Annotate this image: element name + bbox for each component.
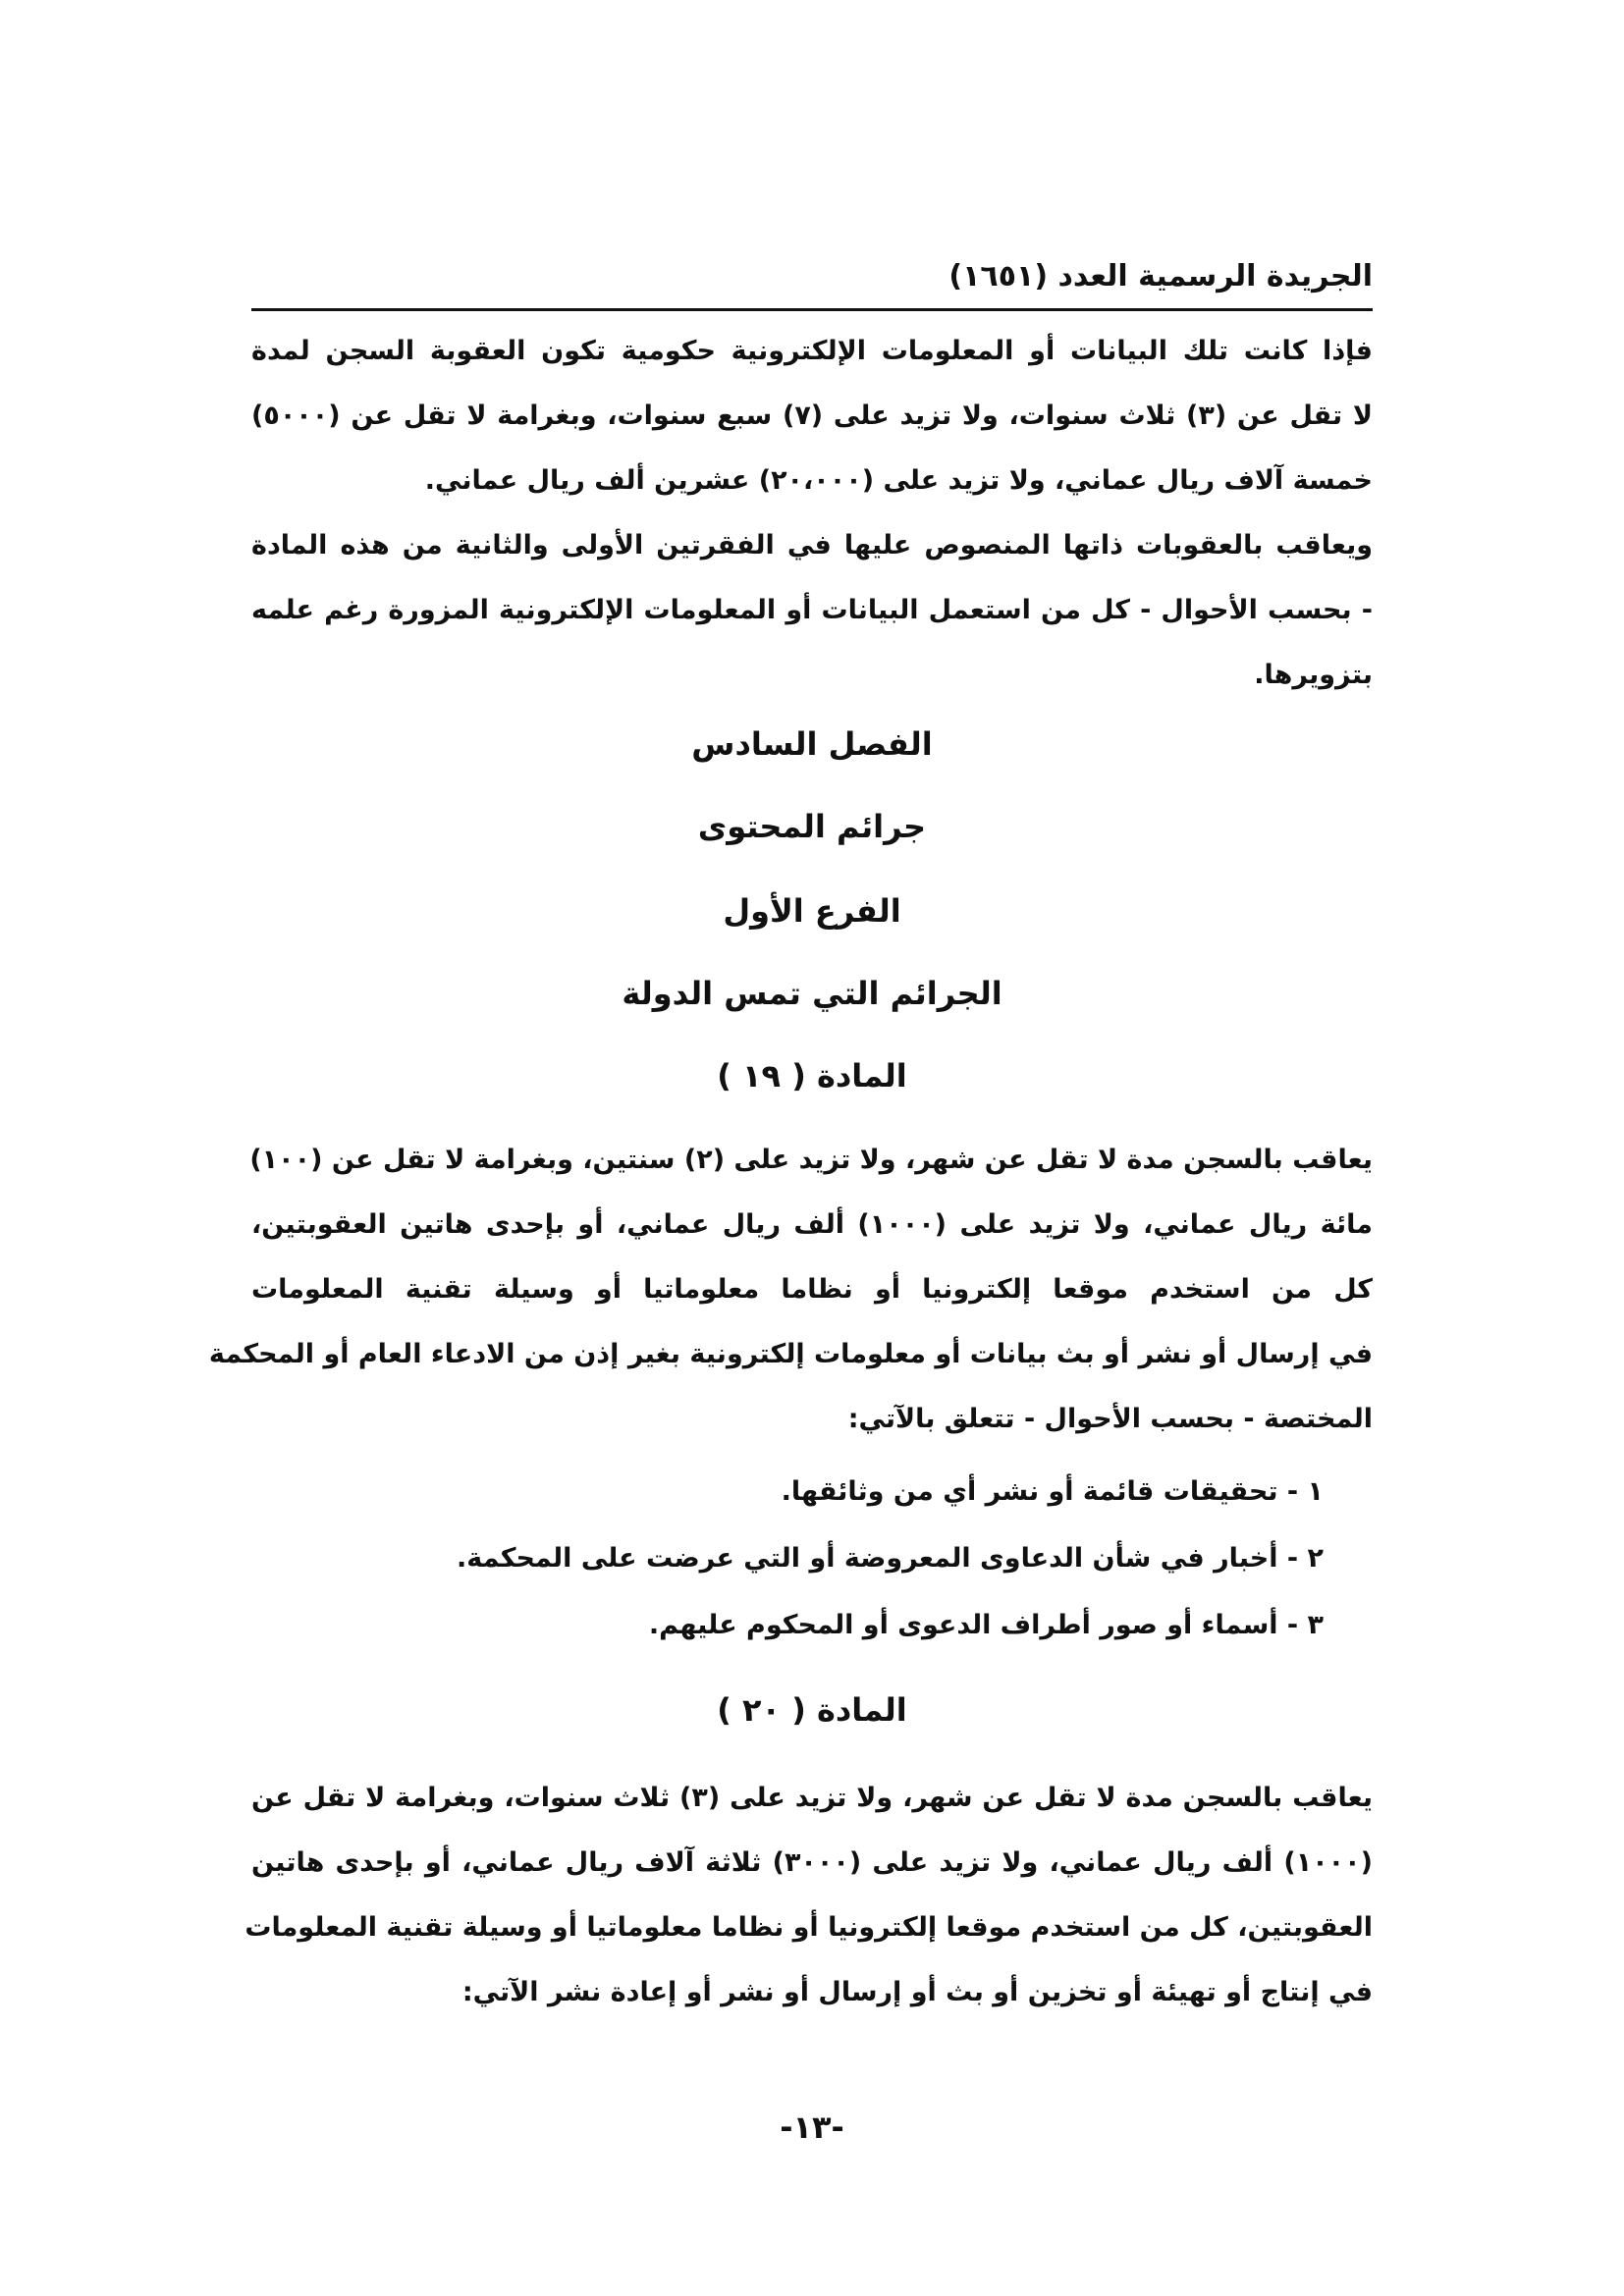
article-19-line: مائة ريال عماني، ولا تزيد على (١٠٠٠) ألف ريال عماني، أو بإحدى هاتين العقوبتين، <box>251 1209 1373 1240</box>
paragraph-line: - بحسب الأحوال - كل من استعمل البيانات أو المعلومات الإلكترونية المزورة رغم علمه <box>251 595 1373 625</box>
running-header: الجريدة الرسمية العدد (١٦٥١) <box>948 259 1373 294</box>
article-20-line: يعاقب بالسجن مدة لا تقل عن شهر، ولا تزيد على (٣) ثلاث سنوات، وبغرامة لا تقل عن <box>251 1783 1373 1813</box>
paragraph-line: ويعاقب بالعقوبات ذاتها المنصوص عليها في الفقرتين الأولى والثانية من هذه المادة <box>251 530 1373 561</box>
paragraph-line: خمسة آلاف ريال عماني، ولا تزيد على (٢٠،٠٠٠) عشرين ألف ريال عماني. <box>424 465 1373 496</box>
chapter-heading: الفصل السادس <box>691 725 933 763</box>
article-19-line: يعاقب بالسجن مدة لا تقل عن شهر، ولا تزيد على (٢) سنتين، وبغرامة لا تقل عن (١٠٠) <box>249 1145 1373 1175</box>
article-20-heading: المادة ( ٢٠ ) <box>717 1691 907 1729</box>
section-title: الجرائم التي تمس الدولة <box>622 975 1002 1012</box>
list-item: ٣ - أسماء أو صور أطراف الدعوى أو المحكوم عليهم. <box>648 1610 1324 1640</box>
article-19-line: المختصة - بحسب الأحوال - تتعلق بالآتي: <box>847 1404 1373 1434</box>
article-20-line: (١٠٠٠) ألف ريال عماني، ولا تزيد على (٣٠٠٠) ثلاثة آلاف ريال عماني، أو بإحدى هاتين <box>251 1847 1373 1878</box>
section-heading: الفرع الأول <box>723 892 901 930</box>
page-number: -١٣- <box>780 2109 844 2146</box>
paragraph-line: بتزويرها. <box>1254 660 1373 690</box>
header-divider <box>251 308 1373 311</box>
article-19-line: في إرسال أو نشر أو بث بيانات أو معلومات إلكترونية بغير إذن من الادعاء العام أو المحكمة <box>208 1339 1373 1369</box>
paragraph-line: فإذا كانت تلك البيانات أو المعلومات الإلكترونية حكومية تكون العقوبة السجن لمدة <box>251 336 1373 366</box>
paragraph-line: لا تقل عن (٣) ثلاث سنوات، ولا تزيد على (٧) سبع سنوات، وبغرامة لا تقل عن (٥٠٠٠) <box>251 400 1373 431</box>
article-20-line: في إنتاج أو تهيئة أو تخزين أو بث أو إرسال أو نشر أو إعادة نشر الآتي: <box>461 1977 1373 2007</box>
article-20-line: العقوبتين، كل من استخدم موقعا إلكترونيا أو نظاما معلوماتيا أو وسيلة تقنية المعلومات <box>244 1912 1373 1943</box>
list-item: ١ - تحقيقات قائمة أو نشر أي من وثائقها. <box>781 1476 1324 1507</box>
chapter-title: جرائم المحتوى <box>697 808 927 845</box>
article-19-line: كل من استخدم موقعا إلكترونيا أو نظاما معلوماتيا أو وسيلة تقنية المعلومات <box>251 1274 1373 1305</box>
list-item: ٢ - أخبار في شأن الدعاوى المعروضة أو التي عرضت على المحكمة. <box>457 1543 1324 1574</box>
article-19-heading: المادة ( ١٩ ) <box>717 1057 907 1095</box>
